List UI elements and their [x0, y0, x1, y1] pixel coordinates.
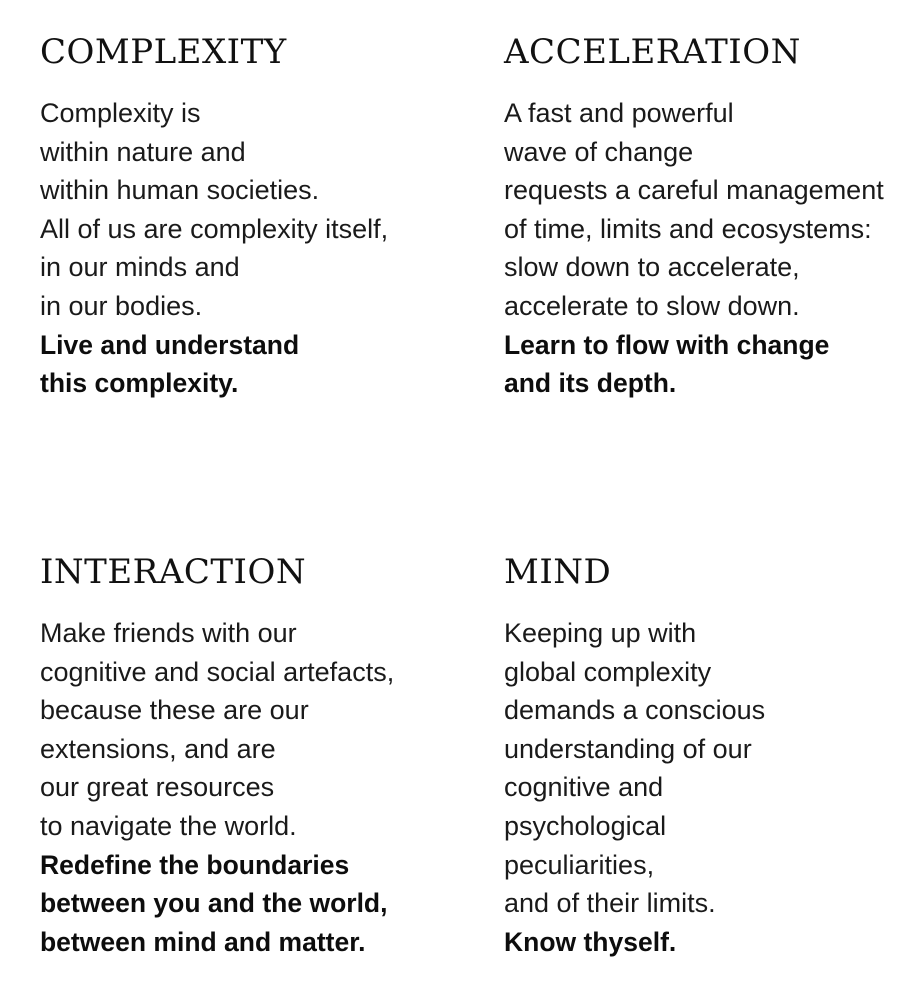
section-body: [504, 94, 904, 403]
emphasis-line: between mind and matter.: [40, 926, 366, 957]
body-line: and of their limits.: [504, 888, 716, 919]
emphasis-line: between you and the world,: [40, 888, 388, 919]
body-line: our great resources: [40, 772, 275, 803]
body-line: of time, limits and ecosystems:: [504, 213, 872, 244]
body-line: requests a careful management: [504, 175, 884, 206]
section-complexity: [40, 28, 460, 403]
body-line: peculiarities,: [504, 849, 655, 880]
section-acceleration: [504, 28, 904, 403]
section-heading: COMPLEXITY: [40, 32, 287, 72]
section-body: [40, 614, 460, 961]
body-line: Make friends with our: [40, 618, 297, 648]
section-mind: [504, 548, 904, 961]
section-body: [40, 94, 460, 403]
body-line: global complexity: [504, 656, 712, 687]
body-line: understanding of our: [504, 733, 752, 764]
body-line: within human societies.: [40, 175, 320, 206]
emphasis-line: this complexity.: [40, 368, 239, 399]
body-line: wave of change: [504, 136, 694, 167]
body-line: cognitive and: [504, 772, 664, 803]
body-line: A fast and powerful: [504, 98, 734, 128]
body-line: because these are our: [40, 695, 309, 726]
section-heading: INTERACTION: [40, 552, 307, 592]
body-line: demands a conscious: [504, 695, 766, 726]
body-line: to navigate the world.: [40, 810, 297, 841]
body-line: All of us are complexity itself,: [40, 213, 389, 244]
emphasis-line: Know thyself.: [504, 926, 677, 957]
body-line: slow down to accelerate,: [504, 252, 800, 283]
body-line: in our minds and: [40, 252, 240, 283]
section-interaction: [40, 548, 460, 961]
body-line: within nature and: [40, 136, 246, 167]
body-line: in our bodies.: [40, 290, 203, 321]
section-body: [504, 614, 904, 961]
emphasis-line: Live and understand: [40, 329, 300, 360]
body-line: cognitive and social artefacts,: [40, 656, 395, 687]
body-line: extensions, and are: [40, 733, 276, 764]
section-heading: ACCELERATION: [504, 32, 801, 72]
body-line: Complexity is: [40, 98, 201, 128]
body-line: Keeping up with: [504, 618, 697, 648]
emphasis-line: Redefine the boundaries: [40, 849, 350, 880]
body-line: psychological: [504, 810, 667, 841]
emphasis-line: and its depth.: [504, 368, 677, 399]
emphasis-line: Learn to flow with change: [504, 329, 830, 360]
body-line: accelerate to slow down.: [504, 290, 800, 321]
section-heading: MIND: [504, 552, 612, 592]
